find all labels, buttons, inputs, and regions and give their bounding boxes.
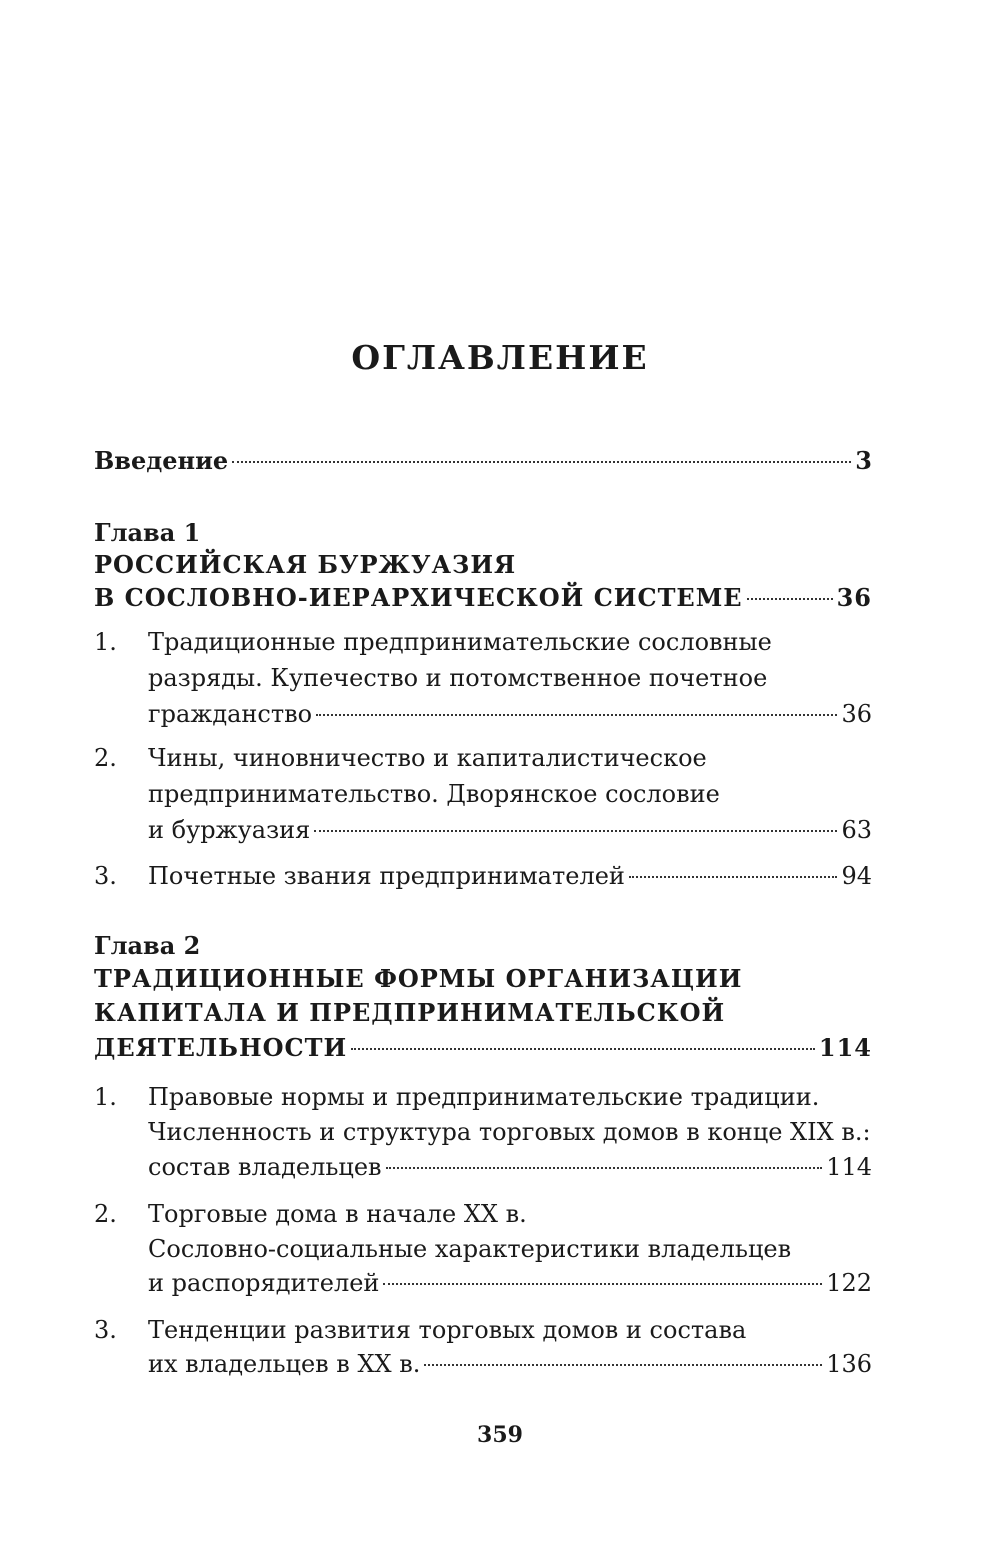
page-number: 36 (836, 583, 872, 612)
page-number: 114 (818, 1033, 872, 1062)
section-text-line: предпринимательство. Дворянское сословие (148, 780, 720, 808)
toc-entry-1-1[interactable] (148, 697, 872, 731)
page-number: 36 (841, 700, 872, 728)
section-text-line: Сословно-социальные характеристики владельцев (148, 1235, 792, 1263)
section-number: 2. (94, 1200, 117, 1228)
chapter-2-title-line2: КАПИТАЛА И ПРЕДПРИНИМАТЕЛЬСКОЙ (94, 998, 726, 1027)
toc-entry-2-1[interactable] (148, 1150, 872, 1184)
toc-entry-1-3[interactable] (148, 859, 872, 893)
dot-leader (232, 460, 851, 463)
dot-leader (314, 829, 837, 832)
page-number: 63 (841, 816, 872, 844)
page-folio-number: 359 (477, 1422, 523, 1448)
section-text-line: разряды. Купечество и потомственное почетное (148, 664, 768, 692)
dot-leader (747, 597, 833, 600)
dot-leader (386, 1166, 823, 1169)
page-number: 122 (826, 1269, 872, 1297)
chapter-1-title-line1: РОССИЙСКАЯ БУРЖУАЗИЯ (94, 550, 517, 579)
entry-label: Почетные звания предпринимателей (148, 862, 625, 890)
toc-entry-2-2[interactable] (148, 1266, 872, 1300)
section-text-line: Правовые нормы и предпринимательские традиции. (148, 1083, 820, 1111)
toc-entry-intro[interactable] (94, 444, 872, 478)
chapter-2-title-line1: ТРАДИЦИОННЫЕ ФОРМЫ ОРГАНИЗАЦИИ (94, 964, 743, 993)
dot-leader (383, 1282, 822, 1285)
entry-label: и буржуазия (148, 816, 311, 844)
dot-leader (629, 875, 838, 878)
chapter-1-label: Глава 1 (94, 518, 201, 547)
dot-leader (351, 1047, 815, 1050)
section-number: 3. (94, 862, 117, 890)
entry-label: Введение (94, 446, 229, 475)
section-number: 3. (94, 1316, 117, 1344)
toc-entry-2-3[interactable] (148, 1347, 872, 1381)
dot-leader (424, 1363, 822, 1366)
chapter-2-label: Глава 2 (94, 931, 201, 960)
toc-entry-chapter-2[interactable] (94, 1031, 872, 1065)
section-number: 2. (94, 744, 117, 772)
page-number: 3 (855, 446, 872, 475)
entry-label: состав владельцев (148, 1153, 382, 1181)
entry-label: и распорядителей (148, 1269, 380, 1297)
toc-entry-chapter-1[interactable] (94, 581, 872, 615)
page-title: ОГЛАВЛЕНИЕ (351, 338, 649, 377)
page-number: 94 (841, 862, 872, 890)
toc-entry-1-2[interactable] (148, 813, 872, 847)
entry-label: В СОСЛОВНО-ИЕРАРХИЧЕСКОЙ СИСТЕМЕ (94, 583, 743, 612)
entry-label: ДЕЯТЕЛЬНОСТИ (94, 1033, 348, 1062)
entry-label: гражданство (148, 700, 313, 728)
dot-leader (316, 713, 837, 716)
section-text-line: Чины, чиновничество и капиталистическое (148, 744, 707, 772)
section-text-line: Традиционные предпринимательские сословные (148, 628, 772, 656)
page-number: 114 (826, 1153, 872, 1181)
section-number: 1. (94, 628, 117, 656)
section-text-line: Численность и структура торговых домов в конце XIX в.: (148, 1118, 871, 1146)
section-number: 1. (94, 1083, 117, 1111)
section-text-line: Тенденции развития торговых домов и состава (148, 1316, 747, 1344)
page-number: 136 (826, 1350, 872, 1378)
section-text-line: Торговые дома в начале XX в. (148, 1200, 527, 1228)
entry-label: их владельцев в XX в. (148, 1350, 421, 1378)
